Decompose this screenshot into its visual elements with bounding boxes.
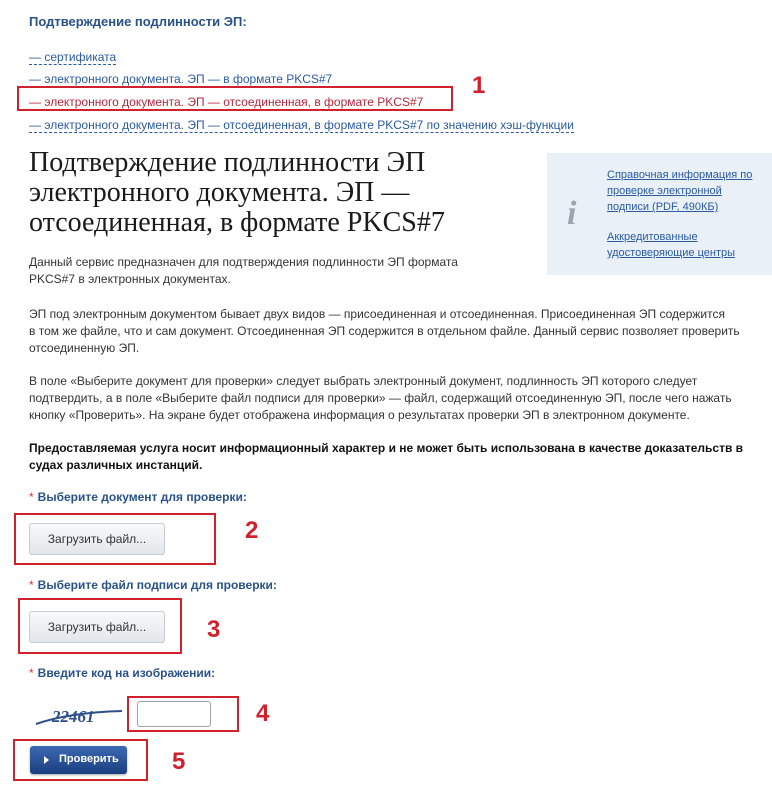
required-mark: * <box>29 578 34 592</box>
help-pdf-link-line[interactable]: Справочная информация по <box>607 169 753 181</box>
signature-field-label-text: Выберите файл подписи для проверки: <box>37 578 277 592</box>
required-mark: * <box>29 490 34 504</box>
verify-button-label: Проверить <box>59 753 119 765</box>
info-box <box>547 153 772 275</box>
paragraph-line: подтвердить, а в поле «Выберите файл подписи для проверки» — файл, содержащий отсоединенную ЭП, после чего нажать <box>29 391 732 405</box>
annotation-number-5: 5 <box>172 748 186 775</box>
captcha-code-text: 22461 <box>52 707 95 726</box>
help-pdf-link[interactable] <box>607 167 759 215</box>
annotation-number-4: 4 <box>256 700 270 727</box>
paragraph-line: кнопку «Проверить». На экране будет отображена информация о результатах проверки ЭП в электронном документе. <box>29 408 690 422</box>
annotation-box-2 <box>14 513 216 565</box>
instructions-text <box>29 373 772 424</box>
page-title <box>29 148 539 238</box>
captcha-field-label-text: Введите код на изображении: <box>37 666 216 680</box>
annotation-number-1: 1 <box>472 72 486 99</box>
annotation-number-3: 3 <box>207 616 221 643</box>
signature-field-label <box>29 578 277 592</box>
paragraph-line: отсоединенную ЭП. <box>29 341 140 355</box>
document-field-label-text: Выберите документ для проверки: <box>37 490 247 504</box>
help-pdf-link-line[interactable]: подписи (PDF, 490КБ) <box>607 201 719 213</box>
annotation-number-2: 2 <box>245 517 259 544</box>
nav-link-detached-hash[interactable]: — электронного документа. ЭП — отсоединенная, в формате PKCS#7 по значению хэш-функции <box>29 118 574 132</box>
intro-line: PKCS#7 в электронных документах. <box>29 272 231 286</box>
notice-line: судах различных инстанций. <box>29 458 203 472</box>
help-pdf-link-line[interactable]: проверке электронной <box>607 185 722 197</box>
intro-text <box>29 254 509 288</box>
accredited-centers-link-line[interactable]: Аккредитованные <box>607 231 698 243</box>
paragraph-line: в том же файле, что и сам документ. Отсоединенная ЭП содержится в отдельном файле. Данный сервис позволяет проверить <box>29 324 740 338</box>
page-title-line: Подтверждение подлинности ЭП <box>29 147 426 178</box>
notice-line: Предоставляемая услуга носит информационный характер и не может быть использована в качестве доказательств в <box>29 441 744 455</box>
legal-notice <box>29 440 772 474</box>
annotation-box-1 <box>17 86 453 111</box>
required-mark: * <box>29 666 34 680</box>
upload-signature-button[interactable]: Загрузить файл... <box>29 611 165 643</box>
captcha-field-label <box>29 666 215 680</box>
nav-link-detached-pkcs7[interactable]: — электронного документа. ЭП — отсоединенная, в формате PKCS#7 <box>29 95 424 109</box>
accredited-centers-link[interactable] <box>607 229 759 261</box>
info-icon: i <box>567 195 577 232</box>
nav-title: Подтверждение подлинности ЭП: <box>29 14 247 29</box>
page-title-line: электронного документа. ЭП — <box>29 177 410 208</box>
annotation-box-4 <box>127 696 239 732</box>
nav-link-pkcs7[interactable]: — электронного документа. ЭП — в формате PKCS#7 <box>29 72 333 86</box>
annotation-box-3 <box>18 598 182 654</box>
captcha-image <box>34 702 126 732</box>
document-field-label <box>29 490 247 504</box>
page-title-line: отсоединенная, в формате PKCS#7 <box>29 207 445 238</box>
nav-link-certificate[interactable]: — сертификата <box>29 50 117 64</box>
signature-types-text <box>29 306 772 357</box>
paragraph-line: В поле «Выберите документ для проверки» следует выбрать электронный документ, подлинность ЭП которого следует <box>29 374 698 388</box>
accredited-centers-link-line[interactable]: удостоверяющие центры <box>607 247 736 259</box>
paragraph-line: ЭП под электронным документом бывает двух видов — присоединенная и отсоединенная. Присоединенная ЭП содержится <box>29 307 725 321</box>
intro-line: Данный сервис предназначен для подтверждения подлинности ЭП формата <box>29 255 458 269</box>
upload-document-button[interactable]: Загрузить файл... <box>29 523 165 555</box>
annotation-box-5 <box>13 739 148 781</box>
